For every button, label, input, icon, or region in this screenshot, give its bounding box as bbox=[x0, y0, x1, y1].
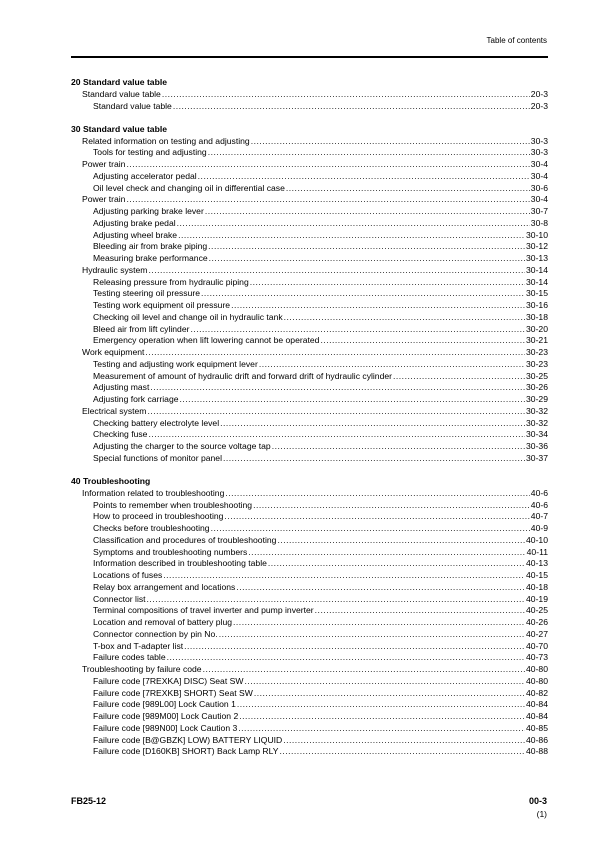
toc-entry-title: Checking battery electrolyte level bbox=[93, 417, 220, 428]
dot-leader bbox=[238, 723, 525, 735]
toc-entry-page: 30-12 bbox=[526, 241, 548, 252]
toc-entry[interactable] bbox=[71, 535, 548, 547]
toc-entry-title: Bleeding air from brake piping bbox=[93, 241, 208, 252]
toc-entry-title: Hydraulic system bbox=[82, 264, 148, 275]
toc-entry[interactable] bbox=[71, 230, 548, 242]
toc-entry[interactable] bbox=[71, 171, 548, 183]
toc-entry[interactable] bbox=[71, 136, 548, 148]
dot-leader bbox=[279, 746, 525, 758]
toc-entry[interactable] bbox=[71, 253, 548, 265]
toc-entry-page: 30-25 bbox=[526, 370, 548, 381]
dot-leader bbox=[147, 594, 525, 606]
dot-leader bbox=[126, 194, 529, 206]
toc-entry[interactable] bbox=[71, 371, 548, 383]
toc-entry[interactable] bbox=[71, 288, 548, 300]
dot-leader bbox=[150, 382, 525, 394]
toc-entry-title: Relay box arrangement and locations bbox=[93, 581, 236, 592]
dot-leader bbox=[173, 101, 530, 113]
toc-entry[interactable] bbox=[71, 406, 548, 418]
toc-entry[interactable] bbox=[71, 335, 548, 347]
toc-entry-title: Failure code [7REXKB] SHORT) Seat SW bbox=[93, 687, 253, 698]
toc-entry-title: Failure code [D160KB] SHORT) Back Lamp RLY bbox=[93, 746, 279, 757]
toc-entry[interactable] bbox=[71, 605, 548, 617]
toc-entry-title: Failure codes table bbox=[93, 652, 166, 663]
dot-leader bbox=[208, 147, 530, 159]
toc-entry-title: Symptoms and troubleshooting numbers bbox=[93, 546, 248, 557]
toc-entry-page: 30-23 bbox=[526, 358, 548, 369]
dot-leader bbox=[393, 371, 525, 383]
toc-entry-page: 30-23 bbox=[526, 347, 548, 357]
toc-entry[interactable] bbox=[71, 265, 548, 277]
toc-entry-page: 40-15 bbox=[526, 570, 548, 580]
toc-entry-page: 40-13 bbox=[526, 558, 548, 569]
dot-leader bbox=[250, 277, 525, 289]
toc-entry-title: Work equipment bbox=[82, 347, 145, 357]
header-rule bbox=[71, 56, 548, 58]
toc-entry-title: Bleed air from lift cylinder bbox=[93, 323, 190, 334]
dot-leader bbox=[268, 558, 525, 570]
toc-entry[interactable] bbox=[71, 441, 548, 453]
toc-entry-page: 40-84 bbox=[526, 711, 548, 721]
toc-entry-page: 40-80 bbox=[526, 675, 548, 686]
toc-entry[interactable] bbox=[71, 676, 548, 688]
toc-entry-title: Failure code [989M00] Lock Caution 2 bbox=[93, 711, 239, 721]
dot-leader bbox=[177, 218, 530, 230]
toc-entry-page: 30-29 bbox=[526, 394, 548, 404]
toc-entry-title: Connector connection by pin No. bbox=[93, 628, 218, 639]
toc-entry-page: 40-70 bbox=[526, 640, 548, 651]
dot-leader bbox=[201, 288, 525, 300]
toc-entry[interactable] bbox=[71, 300, 548, 312]
toc-entry[interactable] bbox=[71, 746, 548, 758]
toc-entry-title: Emergency operation when lift lowering cannot be operated bbox=[93, 335, 320, 346]
section-heading: 30 Standard value table bbox=[71, 123, 167, 134]
toc-entry-title: Adjusting brake pedal bbox=[93, 217, 176, 228]
toc-entry-page: 20-3 bbox=[530, 100, 548, 111]
toc-entry-title: Failure code [989L00] Lock Caution 1 bbox=[93, 699, 236, 710]
toc-entry-title: Failure code [7REXKA] DISC) Seat SW bbox=[93, 675, 244, 686]
footer-page-number: 00-3 bbox=[528, 796, 547, 806]
dot-leader bbox=[237, 699, 525, 711]
toc-entry-page: 30-36 bbox=[526, 441, 548, 451]
toc-entry-page: 30-21 bbox=[526, 335, 548, 346]
dot-leader bbox=[259, 359, 525, 371]
toc-entry-title: Measuring brake performance bbox=[93, 253, 208, 263]
toc-entry-title: Measurement of amount of hydraulic drift and forward drift of hydraulic cylinder bbox=[93, 370, 393, 381]
toc-entry-page: 40-85 bbox=[526, 722, 548, 733]
toc-entry-page: 40-7 bbox=[530, 511, 548, 522]
toc-entry-title: Adjusting accelerator pedal bbox=[93, 170, 197, 181]
toc-entry-title: Power train bbox=[82, 194, 126, 205]
toc-section bbox=[71, 77, 548, 112]
toc-entry-page: 30-7 bbox=[530, 206, 548, 216]
toc-entry-title: Testing and adjusting work equipment lever bbox=[93, 358, 258, 369]
toc-entry-title: Classification and procedures of troubleshooting bbox=[93, 534, 277, 545]
dot-leader bbox=[148, 429, 525, 441]
dot-leader bbox=[205, 206, 530, 218]
dot-leader bbox=[315, 605, 525, 617]
toc-entry-title: Standard value table bbox=[82, 88, 161, 99]
toc-entry-title: Points to remember when troubleshooting bbox=[93, 499, 253, 510]
toc-entry[interactable] bbox=[71, 418, 548, 430]
toc-entry-title: Oil level check and changing oil in differential case bbox=[93, 182, 285, 193]
footer-model: FB25-12 bbox=[71, 796, 107, 806]
dot-leader bbox=[126, 159, 529, 171]
toc-entry-title: Adjusting wheel brake bbox=[93, 229, 178, 240]
dot-leader bbox=[190, 324, 525, 336]
dot-leader bbox=[219, 629, 525, 641]
toc-entry-page: 40-26 bbox=[526, 617, 548, 627]
toc-entry[interactable] bbox=[71, 324, 548, 336]
toc-entry[interactable] bbox=[71, 688, 548, 700]
toc-entry[interactable] bbox=[71, 101, 548, 113]
dot-leader bbox=[320, 335, 525, 347]
toc-entry-page: 30-10 bbox=[526, 229, 548, 240]
toc-entry-page: 40-19 bbox=[526, 593, 548, 604]
toc-entry[interactable] bbox=[71, 511, 548, 523]
toc-entry-page: 30-16 bbox=[526, 300, 548, 310]
toc-entry-page: 30-14 bbox=[526, 276, 548, 287]
toc-entry-title: Tools for testing and adjusting bbox=[93, 147, 207, 158]
dot-leader bbox=[180, 394, 526, 406]
toc-section bbox=[71, 476, 548, 758]
toc-entry[interactable] bbox=[71, 652, 548, 664]
dot-leader bbox=[147, 406, 525, 418]
toc-entry-title: Information related to troubleshooting bbox=[82, 487, 225, 498]
toc-entry-page: 40-6 bbox=[530, 487, 548, 498]
toc-entry-title: Releasing pressure from hydraulic piping bbox=[93, 276, 249, 287]
toc-entry-page: 40-18 bbox=[526, 581, 548, 592]
toc-entry-page: 30-4 bbox=[530, 194, 548, 205]
toc-entry-page: 40-9 bbox=[530, 523, 548, 533]
toc-entry-title: Testing work equipment oil pressure bbox=[93, 300, 231, 310]
dot-leader bbox=[236, 582, 525, 594]
toc-entry-page: 30-26 bbox=[526, 382, 548, 393]
toc-entry-title: Related information on testing and adjusting bbox=[82, 135, 250, 146]
toc-entry[interactable] bbox=[71, 89, 548, 101]
toc-entry-title: Checking fuse bbox=[93, 429, 148, 440]
dot-leader bbox=[220, 418, 525, 430]
toc-entry-title: Failure code [B@GBZK] LOW) BATTERY LIQUID bbox=[93, 734, 283, 745]
toc-entry[interactable] bbox=[71, 277, 548, 289]
dot-leader bbox=[145, 347, 525, 359]
toc-entry[interactable] bbox=[71, 547, 548, 559]
dot-leader bbox=[167, 652, 525, 664]
dot-leader bbox=[284, 312, 525, 324]
toc-entry[interactable] bbox=[71, 312, 548, 324]
toc-entry-page: 40-80 bbox=[526, 664, 548, 674]
toc-entry[interactable] bbox=[71, 488, 548, 500]
toc-entry[interactable] bbox=[71, 523, 548, 535]
toc-entry[interactable] bbox=[71, 206, 548, 218]
toc-entry-title: Information described in troubleshooting table bbox=[93, 558, 267, 569]
toc-entry[interactable] bbox=[71, 429, 548, 441]
toc-entry[interactable] bbox=[71, 241, 548, 253]
dot-leader bbox=[286, 183, 530, 195]
dot-leader bbox=[272, 441, 525, 453]
toc-entry-page: 40-6 bbox=[530, 499, 548, 510]
toc-entry-title: Terminal compositions of travel inverter and pump inverter bbox=[93, 605, 314, 616]
dot-leader bbox=[244, 676, 525, 688]
toc-entry[interactable] bbox=[71, 641, 548, 653]
toc-entry-title: Adjusting mast bbox=[93, 382, 150, 393]
toc-entry-page: 30-4 bbox=[530, 170, 548, 181]
toc-section bbox=[71, 124, 548, 465]
dot-leader bbox=[178, 230, 525, 242]
toc-entry-page: 30-13 bbox=[526, 253, 548, 263]
toc-entry-page: 40-10 bbox=[526, 534, 548, 545]
toc-entry-title: Adjusting parking brake lever bbox=[93, 206, 204, 216]
toc-entry-title: Failure code [989N00] Lock Caution 3 bbox=[93, 722, 238, 733]
toc-entry[interactable] bbox=[71, 594, 548, 606]
toc-entry[interactable] bbox=[71, 147, 548, 159]
dot-leader bbox=[283, 735, 525, 747]
toc-entry-page: 40-82 bbox=[526, 687, 548, 698]
dot-leader bbox=[254, 688, 525, 700]
dot-leader bbox=[225, 488, 529, 500]
toc-entry-title: Connector list bbox=[93, 593, 146, 604]
dot-leader bbox=[277, 535, 525, 547]
toc-entry[interactable] bbox=[71, 500, 548, 512]
toc-entry-title: Standard value table bbox=[93, 100, 172, 111]
dot-leader bbox=[233, 617, 525, 629]
toc-entry-page: 40-86 bbox=[526, 734, 548, 745]
dot-leader bbox=[231, 300, 525, 312]
dot-leader bbox=[148, 265, 525, 277]
toc-entry[interactable] bbox=[71, 382, 548, 394]
dot-leader bbox=[198, 171, 530, 183]
dot-leader bbox=[224, 511, 529, 523]
dot-leader bbox=[163, 570, 525, 582]
toc-entry[interactable] bbox=[71, 664, 548, 676]
toc-entry-title: Electrical system bbox=[82, 405, 147, 416]
dot-leader bbox=[253, 500, 530, 512]
toc-entry[interactable] bbox=[71, 347, 548, 359]
toc-entry-page: 40-11 bbox=[526, 546, 548, 557]
toc-entry-page: 30-15 bbox=[526, 288, 548, 299]
toc-entry[interactable] bbox=[71, 617, 548, 629]
toc-entry-title: Checks before troubleshooting bbox=[93, 523, 210, 533]
dot-leader bbox=[184, 641, 525, 653]
section-heading: 40 Troubleshooting bbox=[71, 476, 151, 486]
dot-leader bbox=[248, 547, 525, 559]
toc-entry-page: 30-32 bbox=[526, 405, 548, 416]
toc-entry-page: 30-14 bbox=[526, 264, 548, 275]
toc-entry-page: 30-18 bbox=[526, 311, 548, 322]
toc-entry-page: 40-27 bbox=[526, 628, 548, 639]
toc-entry-page: 40-88 bbox=[526, 746, 548, 757]
toc-entry-title: How to proceed in troubleshooting bbox=[93, 511, 224, 522]
toc-entry-page: 30-32 bbox=[526, 417, 548, 428]
toc-entry[interactable] bbox=[71, 558, 548, 570]
toc-entry[interactable] bbox=[71, 194, 548, 206]
dot-leader bbox=[203, 664, 525, 676]
toc-entry[interactable] bbox=[71, 394, 548, 406]
dot-leader bbox=[223, 453, 525, 465]
toc-entry-title: Checking oil level and change oil in hydraulic tank bbox=[93, 311, 283, 322]
page-header-title: Table of contents bbox=[486, 36, 547, 45]
toc-entry[interactable] bbox=[71, 453, 548, 465]
toc-entry-page: 20-3 bbox=[530, 88, 548, 99]
dot-leader bbox=[251, 136, 530, 148]
toc-entry-page: 40-73 bbox=[526, 652, 548, 663]
toc-entry[interactable] bbox=[71, 629, 548, 641]
toc-entry[interactable] bbox=[71, 582, 548, 594]
toc-entry-page: 30-8 bbox=[530, 217, 548, 228]
toc-entry-page: 30-3 bbox=[530, 135, 548, 146]
toc-entry[interactable] bbox=[71, 723, 548, 735]
toc-entry-page: 30-4 bbox=[530, 159, 548, 169]
dot-leader bbox=[208, 241, 525, 253]
section-heading: 20 Standard value table bbox=[71, 77, 167, 87]
toc-entry-title: Adjusting fork carriage bbox=[93, 394, 179, 404]
toc-entry-page: 40-84 bbox=[526, 699, 548, 710]
toc-entry[interactable] bbox=[71, 699, 548, 711]
toc-entry-title: Testing steering oil pressure bbox=[93, 288, 200, 299]
dot-leader bbox=[239, 711, 525, 723]
table-of-contents bbox=[71, 77, 548, 770]
toc-entry-title: Troubleshooting by failure code bbox=[82, 664, 202, 674]
toc-entry-page: 40-25 bbox=[526, 605, 548, 616]
toc-entry-title: T-box and T-adapter list bbox=[93, 640, 184, 651]
dot-leader bbox=[162, 89, 530, 101]
toc-entry-title: Adjusting the charger to the source voltage tap bbox=[93, 441, 271, 451]
toc-entry[interactable] bbox=[71, 218, 548, 230]
dot-leader bbox=[211, 523, 530, 535]
toc-entry[interactable] bbox=[71, 735, 548, 747]
footer-revision: (1) bbox=[536, 809, 547, 819]
toc-entry-title: Special functions of monitor panel bbox=[93, 452, 222, 463]
toc-entry-page: 30-3 bbox=[530, 147, 548, 158]
toc-entry-page: 30-37 bbox=[526, 452, 548, 463]
toc-entry[interactable] bbox=[71, 183, 548, 195]
toc-entry-title: Power train bbox=[82, 159, 126, 169]
toc-entry[interactable] bbox=[71, 159, 548, 171]
toc-entry-page: 30-6 bbox=[530, 182, 548, 193]
toc-entry[interactable] bbox=[71, 570, 548, 582]
toc-entry[interactable] bbox=[71, 359, 548, 371]
toc-entry-page: 30-20 bbox=[526, 323, 548, 334]
toc-entry-title: Locations of fuses bbox=[93, 570, 163, 580]
toc-entry-title: Location and removal of battery plug bbox=[93, 617, 233, 627]
dot-leader bbox=[209, 253, 525, 265]
toc-entry[interactable] bbox=[71, 711, 548, 723]
toc-entry-page: 30-34 bbox=[526, 429, 548, 440]
